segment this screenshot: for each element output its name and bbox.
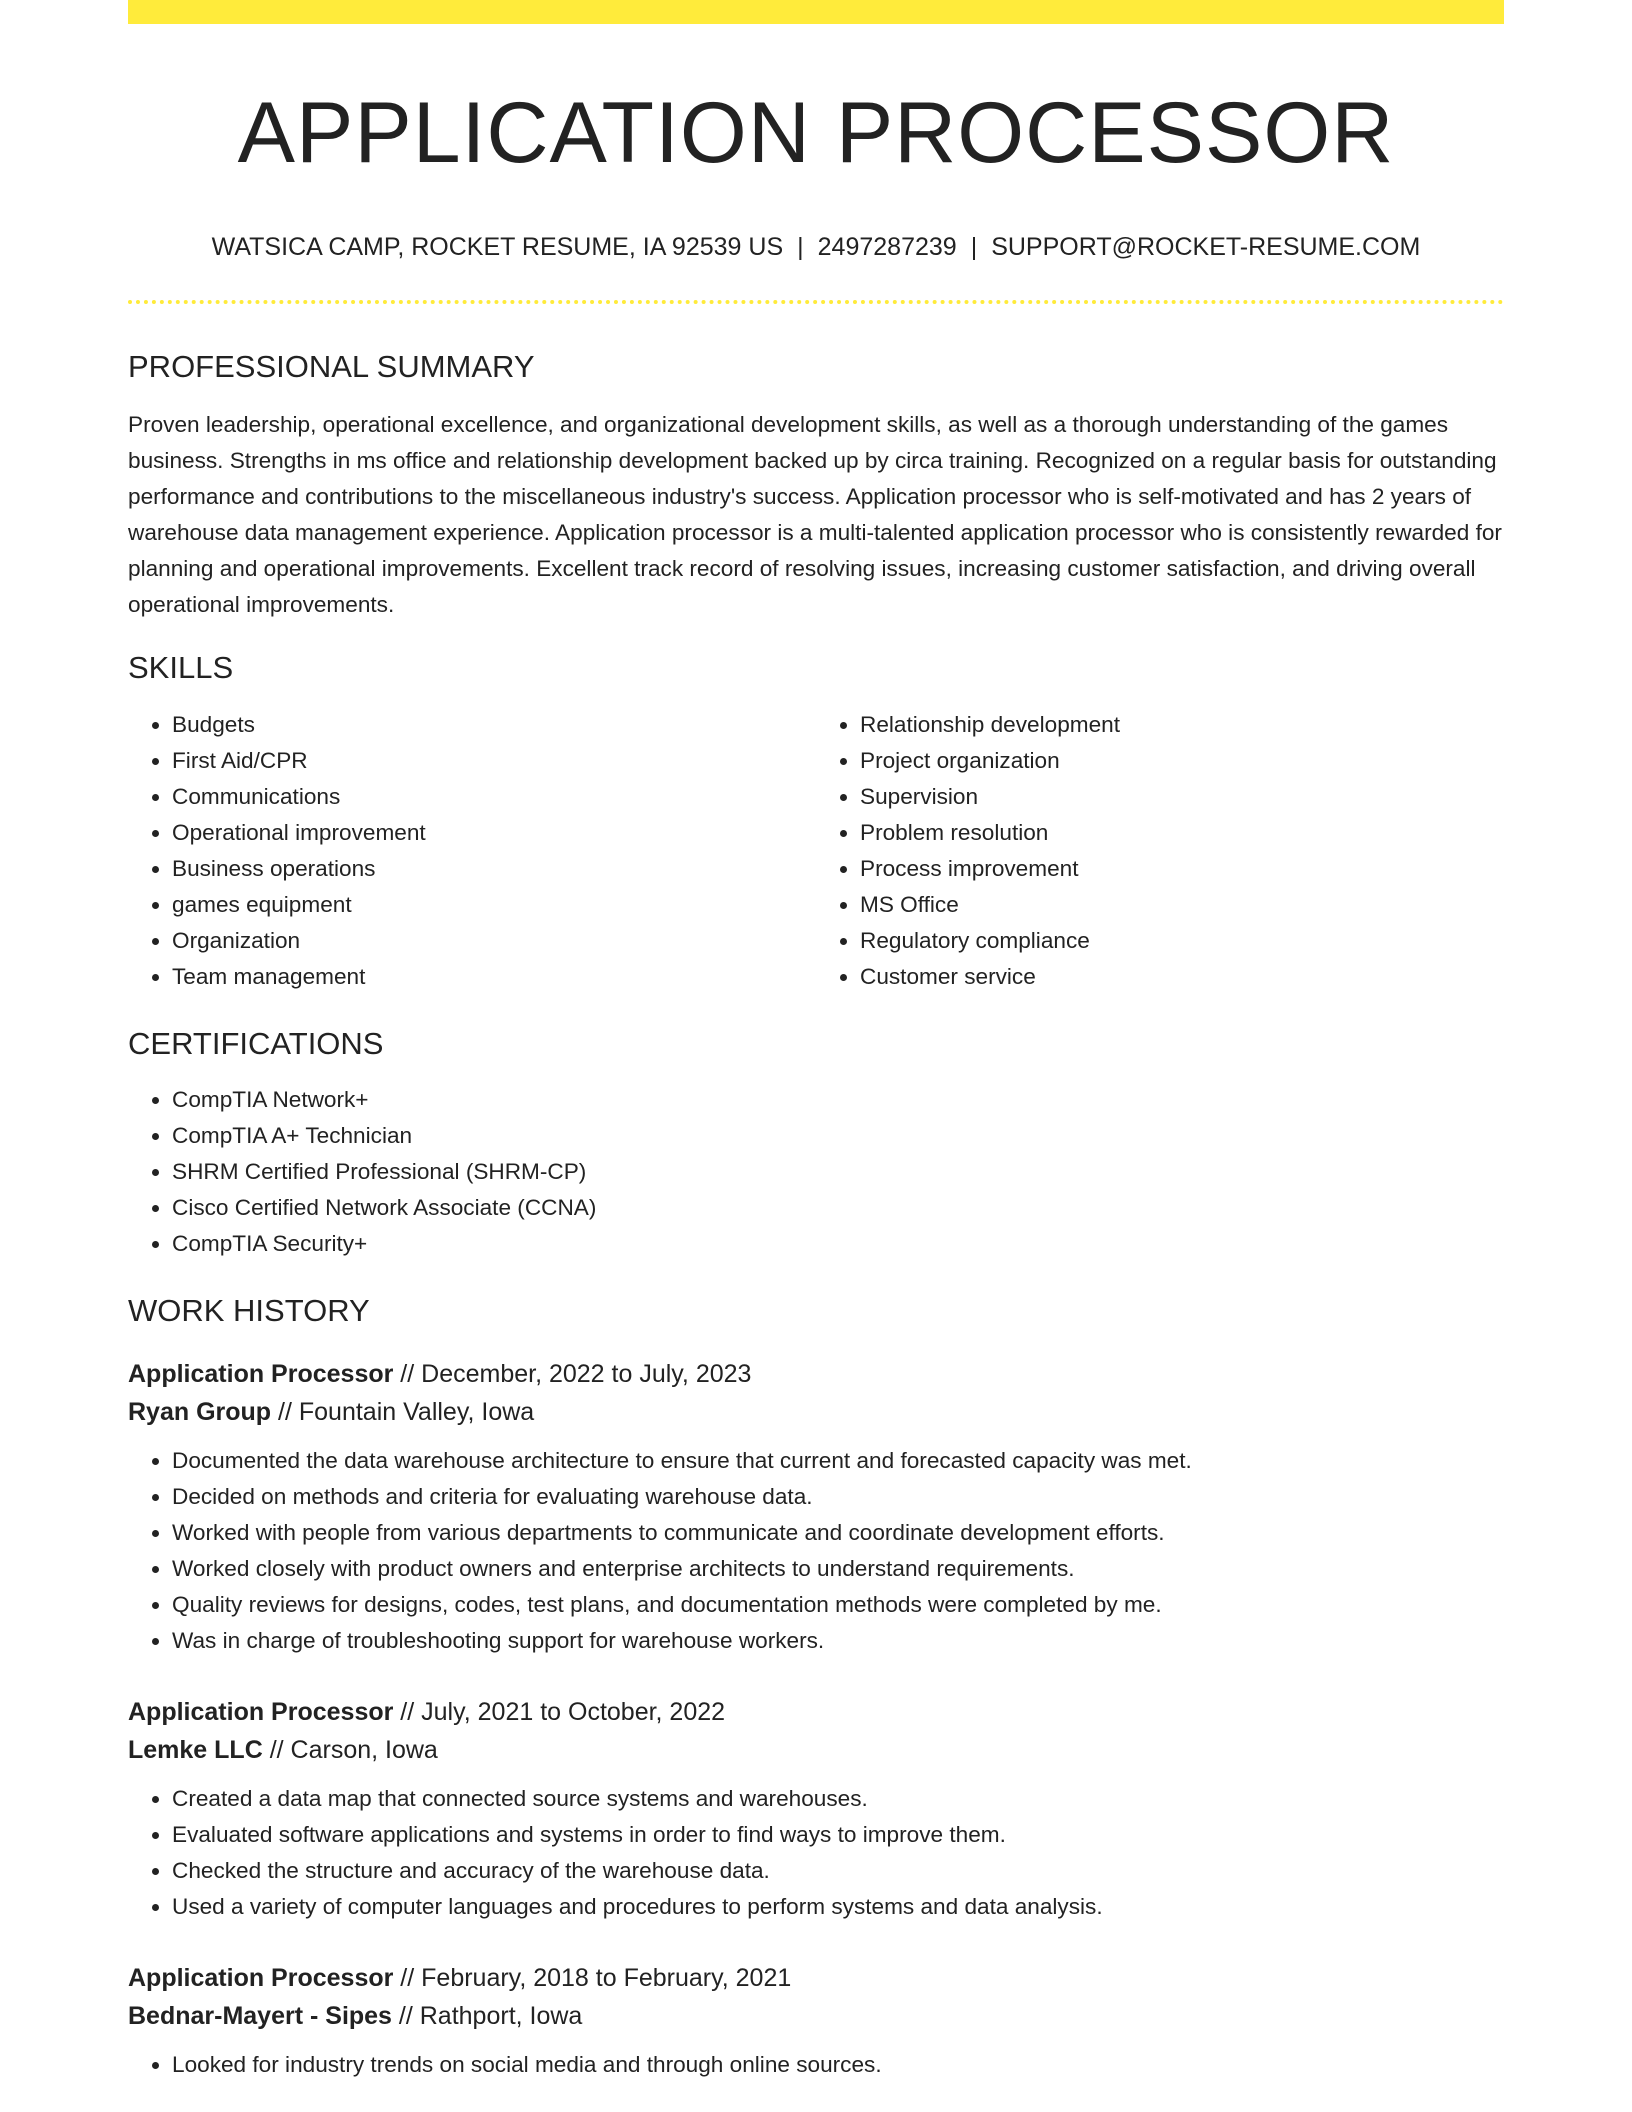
top-accent-bar (128, 0, 1504, 24)
resume-page (128, 0, 1504, 2083)
skill-item: • games equipment (172, 887, 816, 923)
summary-heading: PROFESSIONAL SUMMARY (128, 349, 535, 385)
dotted-divider (128, 300, 1504, 304)
skill-item: • Problem resolution (860, 815, 1504, 851)
contact-address: WATSICA CAMP, ROCKET RESUME, IA 92539 US (211, 233, 784, 262)
job-bullet: • Decided on methods and criteria for evaluating warehouse data. (172, 1479, 1504, 1515)
job-dates: // July, 2021 to October, 2022 (393, 1697, 726, 1726)
job-bullets (128, 2047, 1504, 2083)
job-entry (128, 1959, 1504, 2083)
skills-left-list (128, 707, 816, 995)
job-title-line (128, 1693, 1504, 1731)
job-dates: // December, 2022 to July, 2023 (393, 1359, 752, 1388)
skill-item: • Communications (172, 779, 816, 815)
skill-item: • Budgets (172, 707, 816, 743)
job-bullet: • Quality reviews for designs, codes, test plans, and documentation methods were completed by me. (172, 1587, 1504, 1623)
job-bullet: • Checked the structure and accuracy of the warehouse data. (172, 1853, 1504, 1889)
job-bullet: • Used a variety of computer languages and procedures to perform systems and data analysis. (172, 1889, 1504, 1925)
contact-separator: | (970, 233, 978, 262)
job-bullet: • Worked with people from various departments to communicate and coordinate development efforts. (172, 1515, 1504, 1551)
contact-email: SUPPORT@ROCKET-RESUME.COM (991, 233, 1421, 262)
job-bullet: • Was in charge of troubleshooting support for warehouse workers. (172, 1623, 1504, 1659)
skill-item: • Team management (172, 959, 816, 995)
skill-item: • MS Office (860, 887, 1504, 923)
skill-item: • Regulatory compliance (860, 923, 1504, 959)
job-entry (128, 1693, 1504, 1925)
job-company: Ryan Group (128, 1397, 272, 1426)
job-role: Application Processor (128, 1963, 394, 1992)
job-company: Bednar-Mayert - Sipes (128, 2001, 392, 2030)
certification-item: • CompTIA A+ Technician (172, 1118, 1504, 1154)
job-company-line (128, 1731, 1504, 1769)
job-dates: // February, 2018 to February, 2021 (393, 1963, 792, 1992)
contact-separator: | (797, 233, 804, 262)
certification-item: • Cisco Certified Network Associate (CCNA) (172, 1190, 1504, 1226)
skill-item: • Supervision (860, 779, 1504, 815)
skill-item: • Project organization (860, 743, 1504, 779)
job-location: // Carson, Iowa (262, 1735, 438, 1764)
job-bullet: • Created a data map that connected source systems and warehouses. (172, 1781, 1504, 1817)
job-role: Application Processor (128, 1697, 394, 1726)
job-title-line (128, 1355, 1504, 1393)
skill-item: • Customer service (860, 959, 1504, 995)
certification-item: • SHRM Certified Professional (SHRM-CP) (172, 1154, 1504, 1190)
certification-item: • CompTIA Network+ (172, 1082, 1504, 1118)
skill-item: • Organization (172, 923, 816, 959)
job-bullet: • Evaluated software applications and systems in order to find ways to improve them. (172, 1817, 1504, 1853)
job-entry (128, 1355, 1504, 1659)
job-location: // Rathport, Iowa (391, 2001, 583, 2030)
job-company-line (128, 1393, 1504, 1431)
contact-phone: 2497287239 (817, 233, 957, 262)
certification-item: • CompTIA Security+ (172, 1226, 1504, 1262)
skills-columns (128, 707, 1504, 995)
job-bullet: • Looked for industry trends on social media and through online sources. (172, 2047, 1504, 2083)
job-title-line (128, 1959, 1504, 1997)
resume-name: APPLICATION PROCESSOR (237, 85, 1395, 181)
skills-heading: SKILLS (128, 650, 234, 686)
job-bullets (128, 1443, 1504, 1659)
job-company: Lemke LLC (128, 1735, 263, 1764)
certifications-heading: CERTIFICATIONS (128, 1025, 384, 1061)
job-role: Application Processor (128, 1359, 394, 1388)
contact-line (128, 232, 1504, 262)
certifications-list (128, 1082, 1504, 1262)
skill-item: • Relationship development (860, 707, 1504, 743)
skills-right-list (816, 707, 1504, 995)
job-location: // Fountain Valley, Iowa (271, 1397, 535, 1426)
job-bullet: • Documented the data warehouse architecture to ensure that current and forecasted capacity was met. (172, 1443, 1504, 1479)
summary-text: Proven leadership, operational excellence, and organizational development skills, as well as a thorough understanding of the games business. Strengths in ms office and relationship development backed up by circa training. Recognized on a regular basis for outstanding performance and contributions to the miscellaneous industry's success. Application processor who is self-motivated and has 2 years of warehouse data management experience. Application processor is a multi-talented application processor who is consistently rewarded for planning and operational improvements. Excellent track record of resolving issues, increasing customer satisfaction, and driving overall operational improvements. (128, 412, 1502, 618)
job-company-line (128, 1997, 1504, 2035)
job-bullets (128, 1781, 1504, 1925)
skill-item: • Process improvement (860, 851, 1504, 887)
work-history-heading: WORK HISTORY (128, 1292, 370, 1328)
skill-item: • Business operations (172, 851, 816, 887)
skill-item: • First Aid/CPR (172, 743, 816, 779)
job-bullet: • Worked closely with product owners and enterprise architects to understand requirements. (172, 1551, 1504, 1587)
skill-item: • Operational improvement (172, 815, 816, 851)
